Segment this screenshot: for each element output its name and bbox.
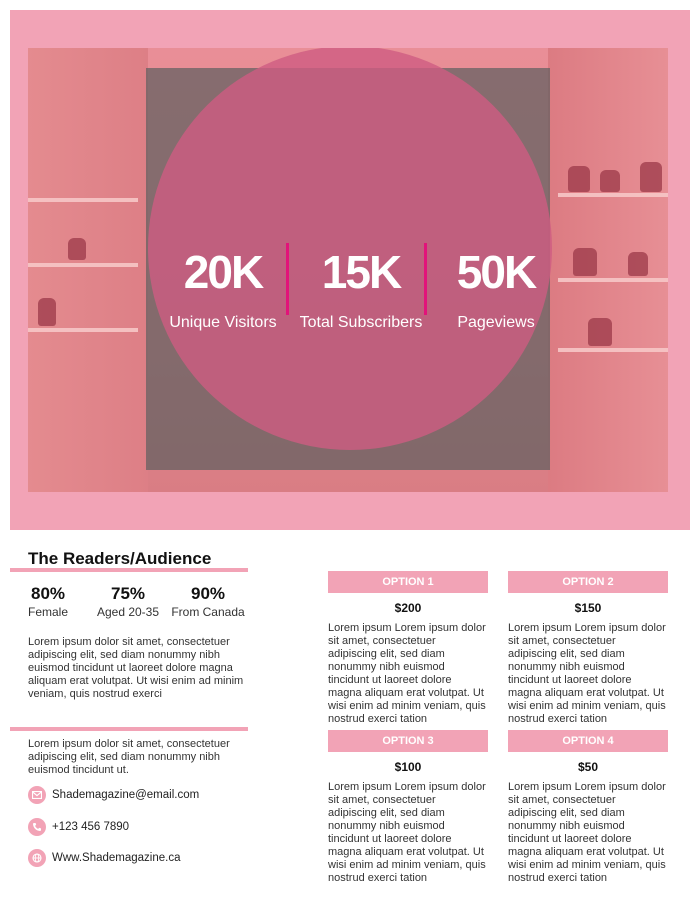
stat-label: Unique Visitors xyxy=(169,314,277,331)
website-text[interactable]: Www.Shademagazine.ca xyxy=(52,852,181,864)
shoe-display xyxy=(68,238,86,260)
option-description: Lorem ipsum Lorem ipsum dolor sit amet, consectetuer adipiscing elit, sed diam nonummy nibh euismod tincidunt ut laoreet dolore magna aliquam erat volutpat. Ut wisi enim ad minim veniam, quis nostrud exerci tation xyxy=(328,781,486,884)
option-card-4 xyxy=(508,730,668,885)
shelf xyxy=(28,328,138,332)
contact-intro-paragraph: Lorem ipsum dolor sit amet, consectetuer adipiscing elit, sed diam nonummy nibh euismod tincidunt ut. xyxy=(28,738,230,776)
option-description: Lorem ipsum Lorem ipsum dolor sit amet, consectetuer adipiscing elit, sed diam nonummy nibh euismod tincidunt ut laoreet dolore magna aliquam erat volutpat. Ut wisi enim ad minim veniam, quis nostrud exerci tation xyxy=(328,622,486,725)
shelf xyxy=(28,198,138,202)
audience-stat-label: Female xyxy=(27,605,68,619)
stat-unique-visitors xyxy=(153,248,293,332)
phone-text[interactable]: +123 456 7890 xyxy=(52,821,130,833)
email-text[interactable]: Shademagazine@email.com xyxy=(52,789,200,801)
audience-stat-label: Aged 20-35 xyxy=(96,605,160,619)
section-divider xyxy=(10,727,248,731)
handbag xyxy=(568,166,590,192)
shoe-display xyxy=(38,298,56,326)
audience-stat-female xyxy=(8,584,88,619)
audience-stat-value: 80% xyxy=(30,584,66,603)
contact-email[interactable] xyxy=(28,786,199,804)
shelf xyxy=(558,348,668,352)
handbag xyxy=(640,162,662,192)
option-header: OPTION 4 xyxy=(508,730,668,752)
option-card-3 xyxy=(328,730,488,885)
audience-stat-age xyxy=(88,584,168,619)
option-price: $150 xyxy=(574,601,602,615)
option-header: OPTION 1 xyxy=(328,571,488,593)
audience-stat-value: 90% xyxy=(190,584,226,603)
stat-pageviews xyxy=(426,248,566,332)
phone-icon xyxy=(28,818,46,836)
email-icon xyxy=(28,786,46,804)
audience-paragraph: Lorem ipsum dolor sit amet, consectetuer adipiscing elit, sed diam nonummy nibh euismod tincidunt ut laoreet dolore magna aliquam erat volutpat. Ut wisi enim ad minim veniam, quis nostrud exerci xyxy=(28,636,244,700)
shelf xyxy=(28,263,138,267)
hero-section xyxy=(10,10,690,530)
contact-website[interactable] xyxy=(28,849,180,867)
stat-label: Pageviews xyxy=(457,314,535,331)
right-wall xyxy=(548,48,668,492)
option-description: Lorem ipsum Lorem ipsum dolor sit amet, consectetuer adipiscing elit, sed diam nonummy nibh euismod tincidunt ut laoreet dolore magna aliquam erat volutpat. Ut wisi enim ad minim veniam, quis nostrud exerci tation xyxy=(508,622,666,725)
option-header: OPTION 2 xyxy=(508,571,668,593)
option-price: $100 xyxy=(394,760,422,774)
option-card-1 xyxy=(328,571,488,726)
handbag xyxy=(600,170,620,192)
handbag xyxy=(573,248,597,276)
stat-total-subscribers xyxy=(286,248,436,332)
option-card-2 xyxy=(508,571,668,726)
option-header: OPTION 3 xyxy=(328,730,488,752)
audience-stat-value: 75% xyxy=(110,584,146,603)
title-underline xyxy=(10,568,248,572)
shelf xyxy=(558,193,668,197)
store-background-photo xyxy=(28,48,668,492)
contact-phone[interactable] xyxy=(28,818,129,836)
option-price: $50 xyxy=(577,760,599,774)
left-wall xyxy=(28,48,148,492)
stat-value: 15K xyxy=(321,246,401,298)
stat-value: 20K xyxy=(183,246,263,298)
handbag xyxy=(628,252,648,276)
audience-title: The Readers/Audience xyxy=(28,549,212,568)
stat-label: Total Subscribers xyxy=(299,314,423,331)
option-price: $200 xyxy=(394,601,422,615)
audience-stat-label: From Canada xyxy=(171,605,245,619)
audience-stat-country xyxy=(168,584,248,619)
handbag xyxy=(588,318,612,346)
globe-icon xyxy=(28,849,46,867)
shelf xyxy=(558,278,668,282)
stat-value: 50K xyxy=(456,246,536,298)
option-description: Lorem ipsum Lorem ipsum dolor sit amet, consectetuer adipiscing elit, sed diam nonummy nibh euismod tincidunt ut laoreet dolore magna aliquam erat volutpat. Ut wisi enim ad minim veniam, quis nostrud exerci tation xyxy=(508,781,666,884)
